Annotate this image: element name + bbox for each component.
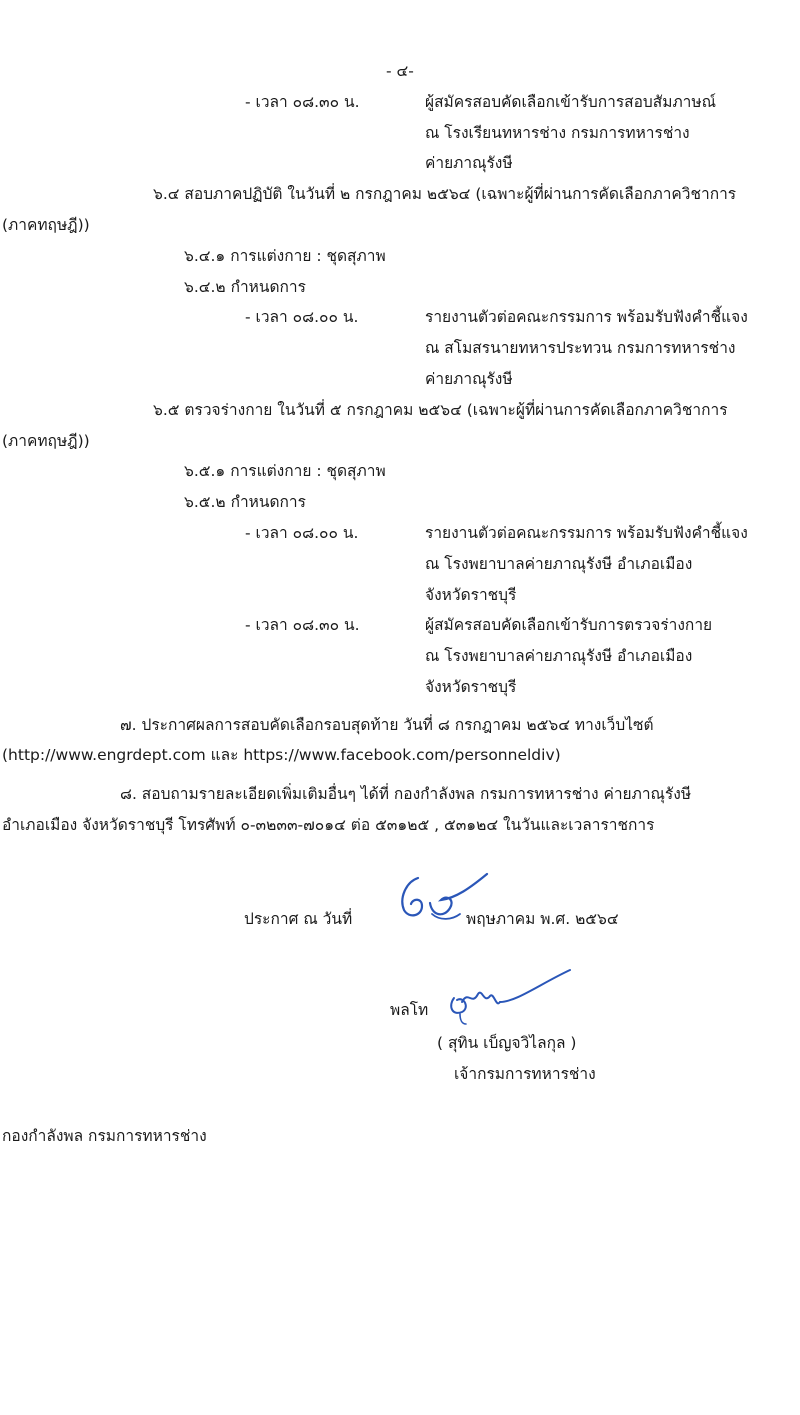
schedule-detail-line: ผู้สมัครสอบคัดเลือกเข้ารับการสอบสัมภาษณ์ xyxy=(425,93,716,111)
schedule-time: - เวลา ๐๘.๓๐ น. xyxy=(245,93,360,111)
item-7-url-line: (http://www.engrdept.com และ https://www.facebook.com/personneldiv) xyxy=(2,746,561,764)
schedule-time: - เวลา ๐๘.๐๐ น. xyxy=(245,308,359,326)
item-8-line-cont: อำเภอเมือง จังหวัดราชบุรี โทรศัพท์ ๐-๓๒๓๓-๗๐๑๔ ต่อ ๕๓๑๒๕ , ๕๓๑๒๔ ในวันและเวลาราชการ xyxy=(2,816,655,834)
schedule-detail-line: รายงานตัวต่อคณะกรรมการ พร้อมรับฟังคำชี้แจง xyxy=(425,524,748,542)
schedule-time: - เวลา ๐๘.๐๐ น. xyxy=(245,524,359,542)
issuing-department: กองกำลังพล กรมการทหารช่าง xyxy=(2,1127,207,1145)
schedule-detail-line: ค่ายภาณุรังษี xyxy=(425,154,513,172)
signer-name: ( สุทิน เบ็ญจวิไลกุล ) xyxy=(437,1034,577,1052)
section-6-4-dress: ๖.๔.๑ การแต่งกาย : ชุดสุภาพ xyxy=(184,247,386,265)
schedule-detail-line: จังหวัดราชบุรี xyxy=(425,586,517,604)
section-6-4-schedule: ๖.๔.๒ กำหนดการ xyxy=(184,278,306,296)
section-6-4-heading-cont: (ภาคทฤษฎี)) xyxy=(2,216,90,234)
item-8-line: ๘. สอบถามรายละเอียดเพิ่มเติมอื่นๆ ได้ที่ กองกำลังพล กรมการทหารช่าง ค่ายภาณุรังษี xyxy=(120,785,692,803)
section-6-4-heading: ๖.๔ สอบภาคปฏิบัติ ในวันที่ ๒ กรกฎาคม ๒๕๖๔ (เฉพาะผู้ที่ผ่านการคัดเลือกภาควิชาการ xyxy=(153,185,737,203)
signature-mark xyxy=(440,962,580,1026)
schedule-detail-line: ผู้สมัครสอบคัดเลือกเข้ารับการตรวจร่างกาย xyxy=(425,616,713,634)
schedule-detail-line: รายงานตัวต่อคณะกรรมการ พร้อมรับฟังคำชี้แจง xyxy=(425,308,748,326)
schedule-detail-line: ณ สโมสรนายทหารประทวน กรมการทหารช่าง xyxy=(425,339,736,357)
section-6-5-dress: ๖.๕.๑ การแต่งกาย : ชุดสุภาพ xyxy=(184,462,386,480)
signer-position: เจ้ากรมการทหารช่าง xyxy=(454,1065,596,1083)
section-6-5-schedule: ๖.๕.๒ กำหนดการ xyxy=(184,493,306,511)
signer-rank: พลโท xyxy=(390,1001,429,1019)
page-number: - ๔- xyxy=(386,62,414,80)
schedule-detail-line: ณ โรงเรียนทหารช่าง กรมการทหารช่าง xyxy=(425,124,690,142)
schedule-time: - เวลา ๐๘.๓๐ น. xyxy=(245,616,360,634)
schedule-detail-line: ค่ายภาณุรังษี xyxy=(425,370,513,388)
item-7-line: ๗. ประกาศผลการสอบคัดเลือกรอบสุดท้าย วันที่ ๘ กรกฎาคม ๒๕๖๔ ทางเว็บไซต์ xyxy=(120,716,654,734)
schedule-detail-line: จังหวัดราชบุรี xyxy=(425,678,517,696)
announcement-month-year: พฤษภาคม พ.ศ. ๒๕๖๔ xyxy=(466,910,619,928)
announcement-prefix: ประกาศ ณ วันที่ xyxy=(244,910,353,928)
section-6-5-heading: ๖.๕ ตรวจร่างกาย ในวันที่ ๕ กรกฎาคม ๒๕๖๔ (เฉพาะผู้ที่ผ่านการคัดเลือกภาควิชาการ xyxy=(153,401,728,419)
schedule-detail-line: ณ โรงพยาบาลค่ายภาณุรังษี อำเภอเมือง xyxy=(425,555,693,573)
schedule-detail-line: ณ โรงพยาบาลค่ายภาณุรังษี อำเภอเมือง xyxy=(425,647,693,665)
section-6-5-heading-cont: (ภาคทฤษฎี)) xyxy=(2,432,90,450)
